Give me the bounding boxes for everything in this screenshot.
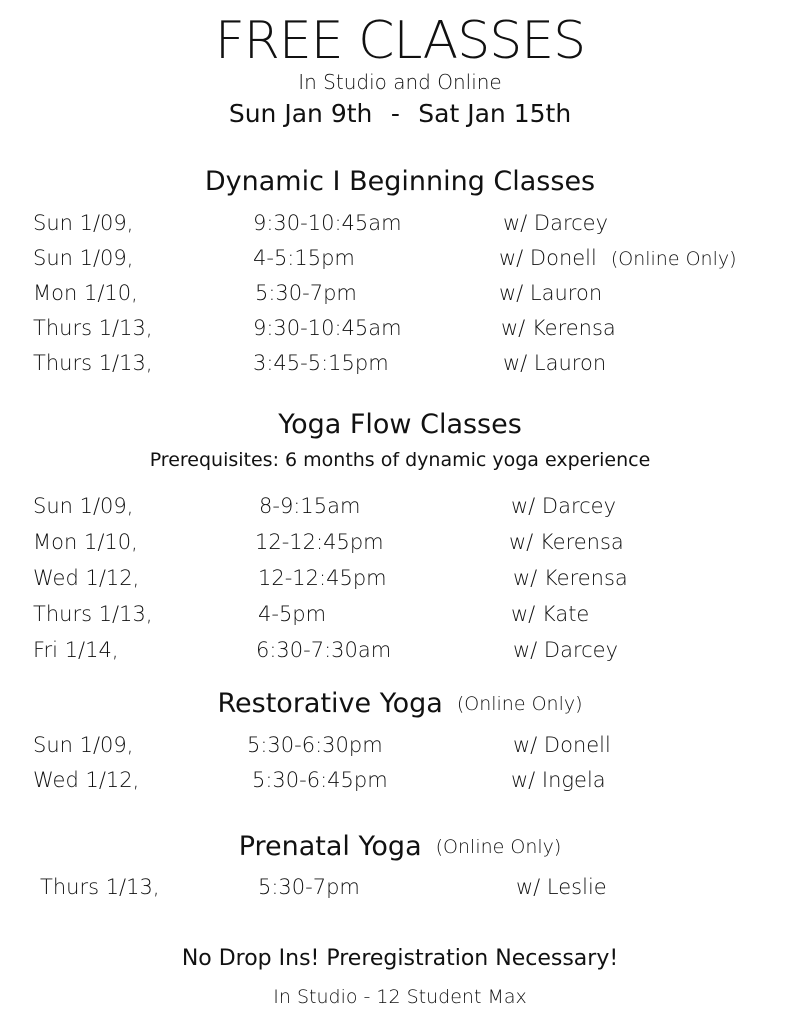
class-day: Thurs 1/13, (33, 602, 153, 626)
class-day: Sun 1/09, (33, 211, 134, 235)
schedule-row (0, 597, 800, 631)
class-day: Mon 1/10, (33, 281, 138, 305)
schedule-row (0, 561, 800, 595)
schedule-row (0, 206, 800, 240)
class-time: 3:45-5:15pm (253, 351, 389, 375)
schedule-row (0, 276, 800, 310)
class-day: Sun 1/09, (33, 246, 134, 270)
class-teacher: w/ Kerensa (509, 530, 624, 554)
section-title: Restorative Yoga (217, 688, 443, 719)
schedule-row (0, 241, 800, 275)
class-teacher: w/ Darcey (511, 494, 617, 518)
class-teacher: w/ Donell (513, 733, 611, 757)
class-teacher: w/ Darcey (513, 638, 619, 662)
class-day: Wed 1/12, (33, 768, 140, 792)
subtitle: In Studio and Online (298, 70, 502, 94)
preregistration-notice: No Drop Ins! Preregistration Necessary! (181, 946, 619, 971)
class-time: 9:30-10:45am (253, 316, 402, 340)
class-teacher: w/ Darcey (503, 211, 609, 235)
class-day: Thurs 1/13, (33, 316, 153, 340)
class-teacher-wrap (499, 241, 737, 276)
class-time: 8-9:15am (259, 494, 361, 518)
class-day: Mon 1/10, (33, 530, 138, 554)
class-time: 12-12:45pm (255, 530, 384, 554)
class-day: Wed 1/12, (33, 566, 140, 590)
class-teacher: w/ Kerensa (513, 566, 628, 590)
date-separator: - (390, 99, 400, 128)
section-heading-prenatal (0, 829, 800, 865)
class-day: Sun 1/09, (33, 494, 134, 518)
class-time: 12-12:45pm (258, 566, 387, 590)
class-teacher: w/ Leslie (516, 875, 607, 899)
class-teacher: w/ Lauron (499, 281, 603, 305)
online-only-note: (Online Only) (610, 248, 737, 270)
schedule-row (0, 633, 800, 667)
class-time: 6:30-7:30am (256, 638, 392, 662)
class-teacher: w/ Kerensa (501, 316, 616, 340)
class-time: 4-5pm (258, 602, 327, 626)
schedule-row (0, 728, 800, 762)
class-time: 5:30-7pm (255, 281, 357, 305)
online-only-note: (Online Only) (456, 693, 583, 715)
prerequisite-note: Prerequisites: 6 months of dynamic yoga experience (149, 449, 651, 471)
class-teacher: w/ Ingela (511, 768, 606, 792)
class-time: 5:30-6:30pm (247, 733, 383, 757)
class-day: Fri 1/14, (33, 638, 119, 662)
class-day: Thurs 1/13, (40, 875, 160, 899)
schedule-row (0, 489, 800, 523)
date-range (0, 97, 800, 131)
class-time: 5:30-6:45pm (252, 768, 388, 792)
date-start: Sun Jan 9th (228, 99, 373, 128)
section-title: Prenatal Yoga (238, 831, 422, 862)
schedule-row (0, 870, 800, 904)
class-time: 5:30-7pm (258, 875, 360, 899)
class-teacher: w/ Kate (511, 602, 590, 626)
capacity-note: In Studio - 12 Student Max (273, 986, 527, 1008)
schedule-row (0, 763, 800, 797)
schedule-row (0, 346, 800, 380)
date-end: Sat Jan 15th (418, 99, 572, 128)
page-title: FREE CLASSES (214, 11, 586, 71)
section-heading-dynamic: Dynamic I Beginning Classes (204, 166, 596, 197)
section-heading-restorative (0, 686, 800, 722)
class-teacher: w/ Lauron (503, 351, 607, 375)
class-day: Thurs 1/13, (33, 351, 153, 375)
online-only-note: (Online Only) (435, 836, 562, 858)
class-time: 4-5:15pm (253, 246, 355, 270)
class-day: Sun 1/09, (33, 733, 134, 757)
section-heading-flow: Yoga Flow Classes (278, 409, 522, 440)
class-teacher: w/ Donell (499, 246, 597, 270)
class-time: 9:30-10:45am (253, 211, 402, 235)
schedule-row (0, 525, 800, 559)
schedule-row (0, 311, 800, 345)
